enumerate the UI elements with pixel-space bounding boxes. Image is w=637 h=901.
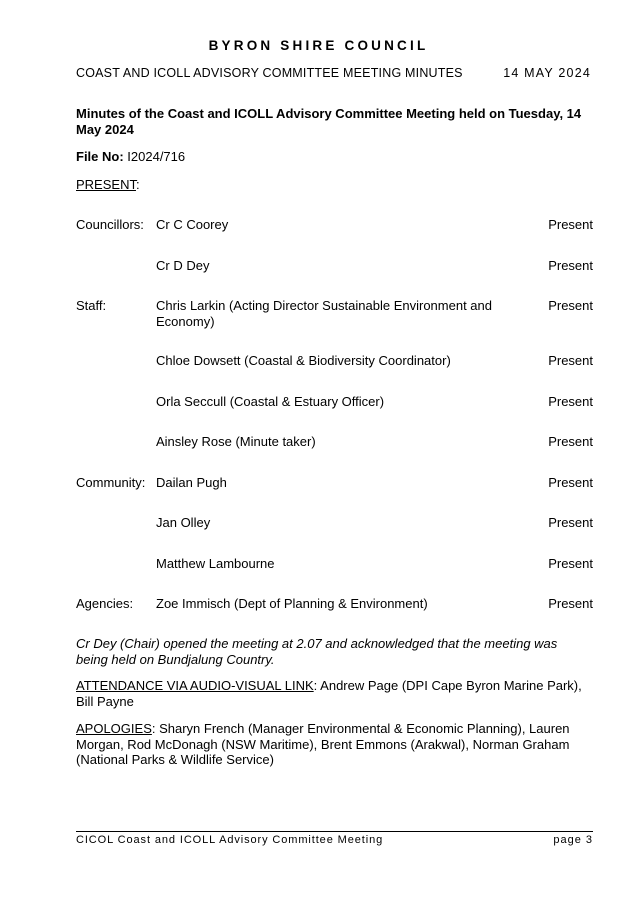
attendee-name: Cr C Coorey xyxy=(156,217,229,232)
attendee-status: Present xyxy=(548,353,593,368)
attendee-category: Councillors: xyxy=(76,217,144,232)
footer-page-number: page 3 xyxy=(553,834,593,846)
attendee-name: Ainsley Rose (Minute taker) xyxy=(156,434,316,449)
present-label: PRESENT xyxy=(76,177,136,192)
attendee-status: Present xyxy=(548,596,593,611)
attendee-name: Cr D Dey xyxy=(156,258,210,273)
attendance-av-paragraph xyxy=(76,678,591,709)
minutes-title: Minutes of the Coast and ICOLL Advisory Committee Meeting held on Tuesday, 14 May 2024 xyxy=(76,106,582,137)
attendee-category: Agencies: xyxy=(76,596,134,611)
present-heading xyxy=(76,177,140,192)
attendee-status: Present xyxy=(548,475,593,490)
attendee-name: Chris Larkin (Acting Director Sustainable Environment and Economy) xyxy=(156,298,492,329)
attendance-av-label: ATTENDANCE VIA AUDIO-VISUAL LINK xyxy=(76,678,314,693)
document-title: COAST AND ICOLL ADVISORY COMMITTEE MEETING MINUTES xyxy=(76,66,463,80)
attendance-av-text: : Andrew Page (DPI Cape Byron Marine Park), Bill Payne xyxy=(76,678,582,709)
attendee-status: Present xyxy=(548,258,593,273)
apologies-paragraph xyxy=(76,721,591,768)
attendee-status: Present xyxy=(548,556,593,571)
attendee-name: Zoe Immisch (Dept of Planning & Environment) xyxy=(156,596,428,611)
apologies-text: : Sharyn French (Manager Environmental & Economic Planning), Lauren Morgan, Rod McDonagh (NSW Maritime), Brent Emmons (Arakwal), Norman Graham (National Parks & Wildlife Service) xyxy=(76,721,570,767)
footer-divider xyxy=(76,831,593,832)
apologies-label: APOLOGIES xyxy=(76,721,152,736)
opening-statement: Cr Dey (Chair) opened the meeting at 2.07 and acknowledged that the meeting was being held on Bundjalung Country. xyxy=(76,636,558,667)
attendee-status: Present xyxy=(548,394,593,409)
file-number xyxy=(76,149,185,164)
file-number-value: I2024/716 xyxy=(123,149,186,164)
attendee-status: Present xyxy=(548,217,593,232)
footer-committee-name: CICOL Coast and ICOLL Advisory Committee Meeting xyxy=(76,834,384,846)
attendee-category: Staff: xyxy=(76,298,107,313)
meeting-date: 14 MAY 2024 xyxy=(503,66,591,80)
present-suffix: : xyxy=(135,177,140,192)
attendee-name: Chloe Dowsett (Coastal & Biodiversity Coordinator) xyxy=(156,353,451,368)
attendee-name: Dailan Pugh xyxy=(156,475,227,490)
attendee-name: Matthew Lambourne xyxy=(156,556,275,571)
attendee-name: Orla Seccull (Coastal & Estuary Officer) xyxy=(156,394,385,409)
attendee-status: Present xyxy=(548,434,593,449)
attendee-status: Present xyxy=(548,515,593,530)
attendee-status: Present xyxy=(548,298,593,313)
attendee-category: Community: xyxy=(76,475,146,490)
council-name: BYRON SHIRE COUNCIL xyxy=(208,38,429,53)
file-number-label: File No: xyxy=(76,149,124,164)
attendee-name: Jan Olley xyxy=(156,515,211,530)
